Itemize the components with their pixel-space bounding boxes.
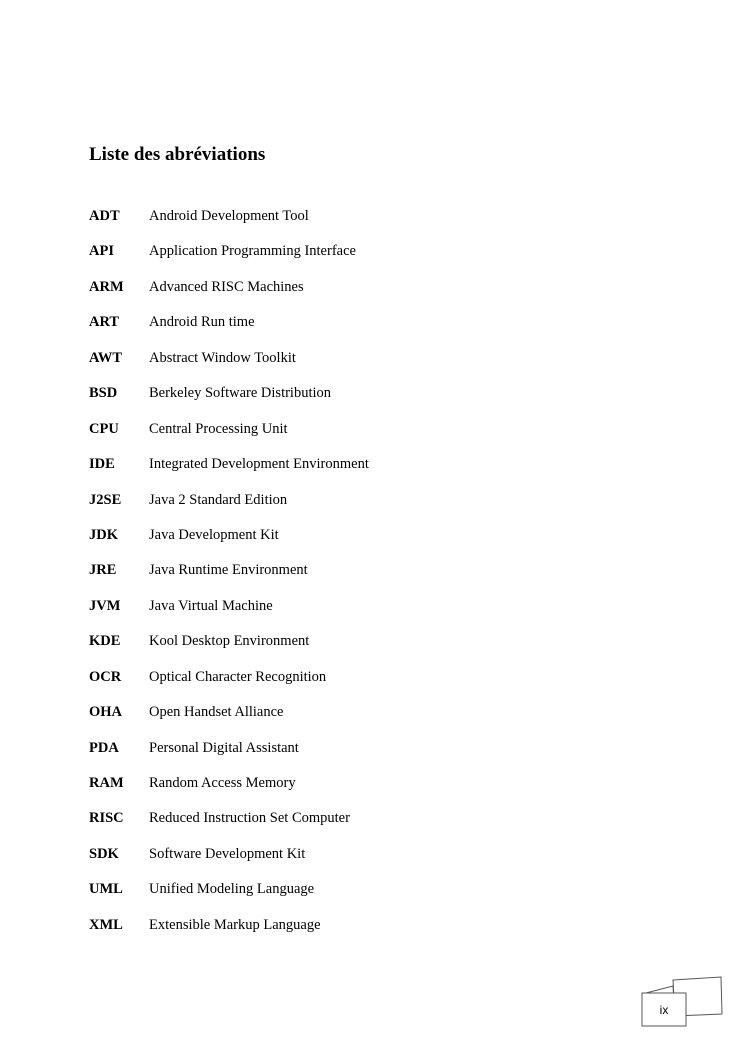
- abbreviation-meaning: Kool Desktop Environment: [149, 633, 310, 650]
- abbreviation-meaning: Application Programming Interface: [149, 243, 356, 260]
- abbreviation-meaning: Unified Modeling Language: [149, 881, 315, 898]
- abbreviation-code: API: [89, 243, 114, 260]
- abbreviation-code: UML: [89, 881, 123, 898]
- list-item: [89, 490, 369, 525]
- list-item: [89, 738, 369, 773]
- abbreviation-meaning: Random Access Memory: [149, 775, 296, 791]
- abbreviation-meaning: Abstract Window Toolkit: [149, 349, 296, 366]
- abbreviation-code: J2SE: [89, 491, 122, 508]
- list-item: [89, 560, 369, 595]
- list-item: [89, 241, 369, 276]
- abbreviation-meaning: Integrated Development Environment: [149, 456, 369, 473]
- abbreviation-meaning: Reduced Instruction Set Computer: [149, 810, 350, 827]
- abbreviation-code: BSD: [89, 385, 118, 402]
- abbreviation-code: KDE: [89, 633, 121, 650]
- abbreviation-code: CPU: [89, 420, 119, 437]
- abbreviation-meaning: Advanced RISC Machines: [149, 278, 304, 295]
- abbreviation-meaning: Android Development Tool: [149, 208, 309, 224]
- list-item: [89, 773, 369, 808]
- abbreviation-code: ART: [89, 314, 120, 331]
- list-item: [89, 348, 369, 383]
- list-item: [89, 525, 369, 560]
- abbreviation-code: JDK: [89, 526, 118, 543]
- abbreviation-code: JRE: [89, 562, 117, 579]
- abbreviation-meaning: Berkeley Software Distribution: [149, 385, 332, 402]
- abbreviation-meaning: Java 2 Standard Edition: [149, 491, 288, 508]
- list-item: [89, 808, 369, 843]
- abbreviation-meaning: Open Handset Alliance: [149, 704, 284, 721]
- abbreviation-code: RAM: [89, 775, 124, 791]
- list-item: [89, 631, 369, 666]
- page-title: Liste des abréviations: [89, 144, 266, 165]
- abbreviation-code: ADT: [89, 208, 120, 224]
- abbreviation-meaning: Central Processing Unit: [149, 420, 288, 437]
- abbreviation-code: ARM: [89, 278, 124, 295]
- list-item: [89, 419, 369, 454]
- abbreviation-code: JVM: [89, 597, 121, 614]
- abbreviation-meaning: Android Run time: [149, 314, 255, 331]
- abbreviation-code: OHA: [89, 704, 123, 721]
- abbreviation-meaning: Personal Digital Assistant: [149, 739, 299, 756]
- list-item: [89, 667, 369, 702]
- page-number: ix: [659, 1003, 669, 1017]
- abbreviation-code: IDE: [89, 456, 115, 473]
- abbreviation-meaning: Extensible Markup Language: [149, 916, 321, 933]
- list-item: [89, 879, 369, 914]
- abbreviation-list: [89, 206, 369, 950]
- list-item: [89, 206, 369, 241]
- abbreviation-meaning: Java Runtime Environment: [149, 562, 308, 579]
- abbreviation-meaning: Java Development Kit: [149, 526, 279, 543]
- abbreviation-code: AWT: [89, 349, 123, 366]
- list-item: [89, 915, 369, 950]
- list-item: [89, 454, 369, 489]
- list-item: [89, 844, 369, 879]
- abbreviation-code: PDA: [89, 739, 119, 756]
- list-item: [89, 702, 369, 737]
- abbreviation-code: XML: [89, 916, 123, 933]
- abbreviation-meaning: Java Virtual Machine: [149, 597, 273, 614]
- list-item: [89, 312, 369, 347]
- list-item: [89, 383, 369, 418]
- abbreviation-code: SDK: [89, 845, 119, 862]
- list-item: [89, 277, 369, 312]
- abbreviation-code: RISC: [89, 810, 124, 827]
- abbreviation-meaning: Optical Character Recognition: [149, 668, 327, 685]
- list-item: [89, 596, 369, 631]
- abbreviation-meaning: Software Development Kit: [149, 845, 306, 862]
- abbreviation-code: OCR: [89, 668, 122, 685]
